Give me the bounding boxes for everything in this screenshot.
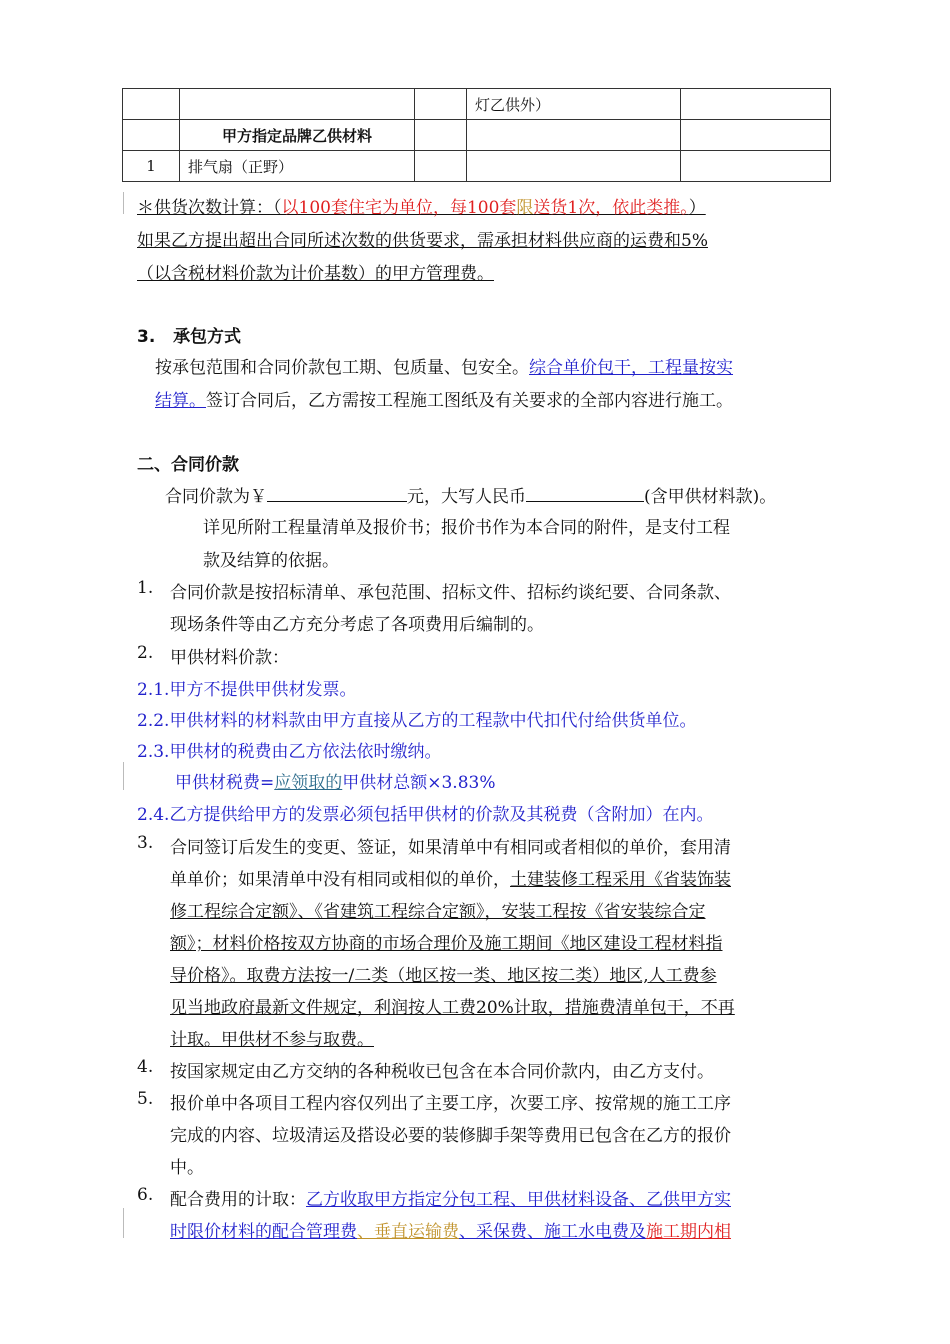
item-3-line4: 额》；材料价格按双方协商的市场合理价及施工期间《地区建设工程材料指	[170, 934, 723, 954]
item-6-line2: 时限价材料的配合管理费、垂直运输费、采保费、施工水电费及施工期内相	[170, 1222, 731, 1242]
item-number: 4.	[137, 1057, 154, 1077]
item-1-line1: 合同价款是按招标清单、承包范围、招标文件、招标约谈纪要、合同条款、	[170, 583, 731, 603]
supply-note-line2: 如果乙方提出超出合同所述次数的供货要求，需承担材料供应商的运费和5%	[137, 231, 708, 251]
table-row	[123, 120, 831, 151]
tax-formula: 甲供材税费=应领取的甲供材总额×3.83%	[175, 773, 496, 793]
item-number: 5.	[137, 1089, 154, 1109]
item-5-line1: 报价单中各项目工程内容仅列出了主要工序，次要工序、按常规的施工工序	[170, 1094, 731, 1114]
item-2-4: 2.4.乙方提供给甲方的发票必须包括甲供材的价款及其税费（含附加）在内。	[137, 805, 714, 825]
table-row	[123, 89, 831, 120]
price-detail-line2: 款及结算的依据。	[203, 551, 339, 571]
contract-mode-para-line1: 按承包范围和合同价款包工期、包质量、包安全。综合单价包干，工程量按实	[155, 358, 733, 378]
item-1-line2: 现场条件等由乙方充分考虑了各项费用后编制的。	[170, 615, 544, 635]
item-3-line5: 导价格》。取费方法按一/二类（地区按一类、地区按二类）地区,人工费参	[170, 966, 717, 986]
contract-price-line: 合同价款为￥ 元，大写人民币 (含甲供材料款)。	[165, 487, 777, 507]
section-heading-contract-mode: 3. 承包方式	[137, 327, 242, 347]
price-words-blank	[526, 487, 644, 502]
table-cell: 灯乙供外）	[467, 89, 681, 120]
revision-marker	[123, 762, 124, 790]
table-cell-item: 排气扇（正野）	[180, 151, 415, 182]
item-number: 6.	[137, 1185, 154, 1205]
item-3-line2: 单单价；如果清单中没有相同或相似的单价，土建装修工程采用《省装饰装	[170, 870, 731, 890]
item-5-line2: 完成的内容、垃圾清运及搭设必要的装修脚手架等费用已包含在乙方的报价	[170, 1126, 731, 1146]
table-cell-no: 1	[123, 151, 180, 182]
item-3-line1: 合同签订后发生的变更、签证，如果清单中有相同或者相似的单价，套用清	[170, 838, 731, 858]
item-number: 1.	[137, 578, 154, 598]
item-2-1: 2.1.甲方不提供甲供材发票。	[137, 680, 357, 700]
item-2-3: 2.3.甲供材的税费由乙方依法依时缴纳。	[137, 742, 442, 762]
item-3-line3: 修工程综合定额》、《省建筑工程综合定额》，安装工程按《省安装综合定	[170, 902, 706, 922]
item-3-line7: 计取。甲供材不参与取费。	[170, 1030, 374, 1050]
contract-mode-para-line2: 结算。签订合同后，乙方需按工程施工图纸及有关要求的全部内容进行施工。	[155, 391, 733, 411]
item-5-line3: 中。	[170, 1158, 204, 1178]
table-row	[123, 151, 831, 182]
item-6-line1: 配合费用的计取：乙方收取甲方指定分包工程、甲供材料设备、乙供甲方实	[170, 1190, 731, 1210]
item-number: 3.	[137, 833, 154, 853]
item-2-line1: 甲供材料价款：	[170, 648, 289, 668]
price-detail-line1: 详见所附工程量清单及报价书；报价书作为本合同的附件，是支付工程	[203, 518, 730, 538]
table-section-title: 甲方指定品牌乙供材料	[180, 120, 415, 151]
item-3-line6: 见当地政府最新文件规定，利润按人工费20%计取，措施费清单包干，不再	[170, 998, 735, 1018]
revision-marker	[123, 1208, 124, 1238]
item-4-line1: 按国家规定由乙方交纳的各种税收已包含在本合同价款内，由乙方支付。	[170, 1062, 714, 1082]
revision-marker	[123, 192, 124, 214]
section-heading-contract-price: 二、合同价款	[137, 455, 239, 475]
supply-note-line3: （以含税材料价款为计价基数）的甲方管理费。	[137, 264, 494, 284]
supply-note-line1: ＊供货次数计算：（以100套住宅为单位，每100套限送货1次，依此类推。）	[137, 198, 706, 218]
item-2-2: 2.2.甲供材料的材料款由甲方直接从乙方的工程款中代扣代付给供货单位。	[137, 711, 697, 731]
item-number: 2.	[137, 643, 154, 663]
materials-table	[122, 88, 831, 182]
price-amount-blank	[267, 487, 407, 502]
